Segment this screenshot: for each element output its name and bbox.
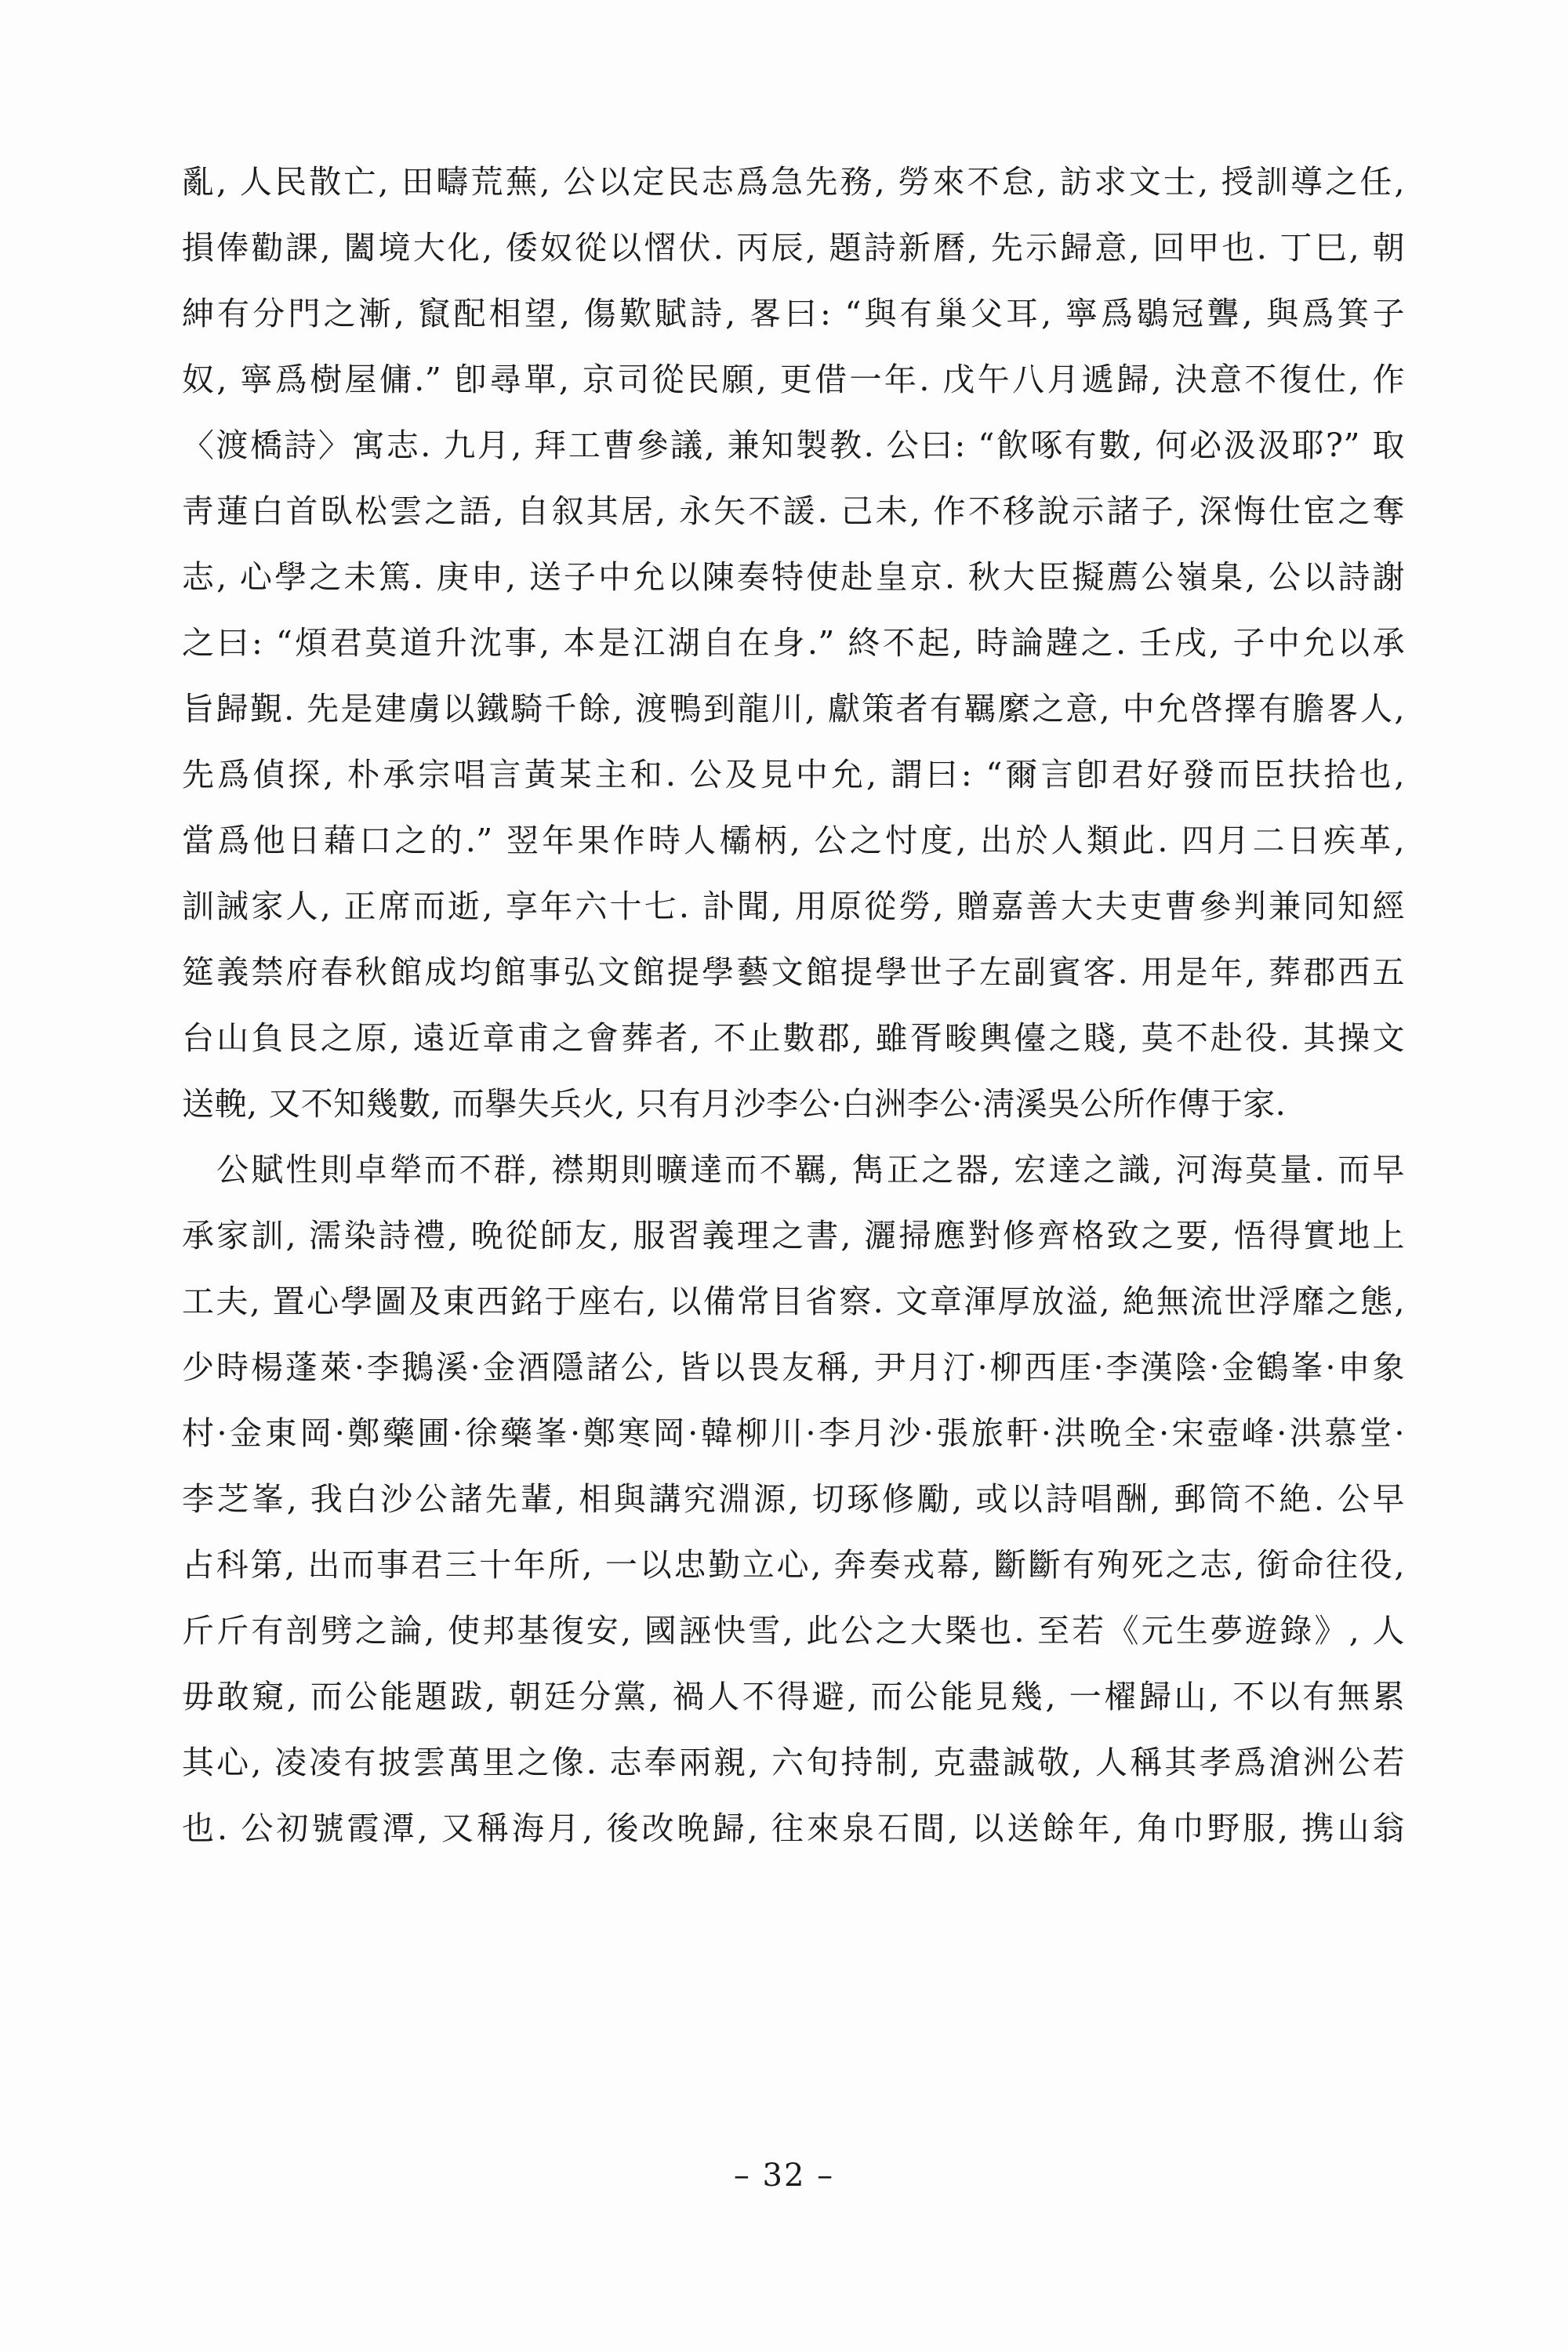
body-text <box>182 149 1405 1861</box>
text-line: 當爲他日藉口之的.” 翌年果作時人欛柄, 公之忖度, 出於人類此. 四月二日疾革, <box>182 822 1405 859</box>
text-line: 台山負艮之原, 遠近章甫之會葬者, 不止數郡, 雖胥畯輿儓之賤, 莫不赴役. 其操文 <box>182 1019 1405 1057</box>
text-line: 志, 心學之未篤. 庚申, 送子中允以陳奏特使赴皇京. 秋大臣擬薦公嶺臬, 公以詩謝 <box>182 558 1405 596</box>
text-line: 村·金東岡·鄭藥圃·徐藥峯·鄭寒岡·韓柳川·李月沙·張旅軒·洪晩全·宋壺峰·洪慕堂· <box>182 1414 1405 1452</box>
text-line: 旨歸覲. 先是建虜以鐵騎千餘, 渡鴨到龍川, 獻策者有羈縻之意, 中允啓擇有膽畧人, <box>182 690 1405 728</box>
text-line: 〈渡橋詩〉寓志. 九月, 拜工曹參議, 兼知製教. 公曰: “飮啄有數, 何必汲汲耶?” 取 <box>182 426 1405 464</box>
text-line: 筵義禁府春秋館成均館事弘文館提學藝文館提學世子左副賓客. 用是年, 葬郡西五 <box>182 953 1405 991</box>
text-line: 承家訓, 濡染詩禮, 晩從師友, 服習義理之書, 灑掃應對修齊格致之要, 悟得實地上 <box>182 1217 1405 1254</box>
text-line: 亂, 人民散亡, 田疇荒蕪, 公以定民志爲急先務, 勞來不怠, 訪求文士, 授訓導之任, <box>182 163 1405 201</box>
text-line: 毋敢窺, 而公能題跋, 朝廷分黨, 禍人不得避, 而公能見幾, 一櫂歸山, 不以有無累 <box>182 1678 1405 1715</box>
text-line: 斤斤有剖劈之論, 使邦基復安, 國誣快雪, 此公之大槩也. 至若《元生夢遊錄》, 人 <box>182 1612 1405 1650</box>
text-line: 也. 公初號霞潭, 又稱海月, 後改晩歸, 往來泉石間, 以送餘年, 角巾野服, 携山翁 <box>182 1809 1405 1847</box>
text-line: 工夫, 置心學圖及東西銘于座右, 以備常目省察. 文章渾厚放溢, 絶無流世浮靡之態, <box>182 1283 1405 1320</box>
text-line: 損俸勸課, 闔境大化, 倭奴從以慴伏. 丙辰, 題詩新曆, 先示歸意, 回甲也. 丁巳, 朝 <box>182 229 1405 267</box>
text-line: 李芝峯, 我白沙公諸先輩, 相與講究淵源, 切琢修勵, 或以詩唱酬, 郵筒不絶. 公早 <box>182 1480 1405 1518</box>
text-line: 紳有分門之漸, 竄配相望, 傷歎賦詩, 畧曰: “與有巢父耳, 寧爲鶡冠聾, 與爲箕子 <box>182 295 1405 332</box>
text-line: 送輓, 又不知幾數, 而擧失兵火, 只有月沙李公·白洲李公·淸溪吳公所作傳于家. <box>182 1085 1287 1123</box>
text-line: 之曰: “煩君莫道升沈事, 本是江湖自在身.” 終不起, 時論韙之. 壬戌, 子中允以承 <box>182 624 1405 662</box>
text-line: 靑蓮白首臥松雲之語, 自叙其居, 永矢不諼. 己未, 作不移說示諸子, 深悔仕宦之奪 <box>182 492 1405 530</box>
text-line: 訓誡家人, 正席而逝, 享年六十七. 訃聞, 用原從勞, 贈嘉善大夫吏曹參判兼同知經 <box>182 887 1405 925</box>
text-line: 占科第, 出而事君三十年所, 一以忠勤立心, 奔奏戎幕, 斷斷有殉死之志, 銜命往役, <box>182 1546 1405 1584</box>
text-line: 奴, 寧爲樹屋傭.” 卽尋單, 京司從民願, 更借一年. 戊午八月遞歸, 決意不復仕, 作 <box>182 361 1405 398</box>
text-line: 其心, 凌凌有披雲萬里之像. 志奉兩親, 六旬持制, 克盡誠敬, 人稱其孝爲滄洲公若 <box>182 1744 1405 1781</box>
text-line: 少時楊蓬萊·李鵝溪·金酒隱諸公, 皆以畏友稱, 尹月汀·柳西厓·李漢陰·金鶴峯·申象 <box>182 1348 1405 1386</box>
page-number: – 32 – <box>733 2158 835 2194</box>
paragraph-start-line: 公賦性則卓犖而不群, 襟期則曠達而不羈, 雋正之器, 宏達之識, 河海莫量. 而早 <box>216 1151 1405 1189</box>
text-line: 先爲偵探, 朴承宗唱言黃某主和. 公及見中允, 謂曰: “爾言卽君好發而臣扶拾也, <box>182 756 1405 793</box>
